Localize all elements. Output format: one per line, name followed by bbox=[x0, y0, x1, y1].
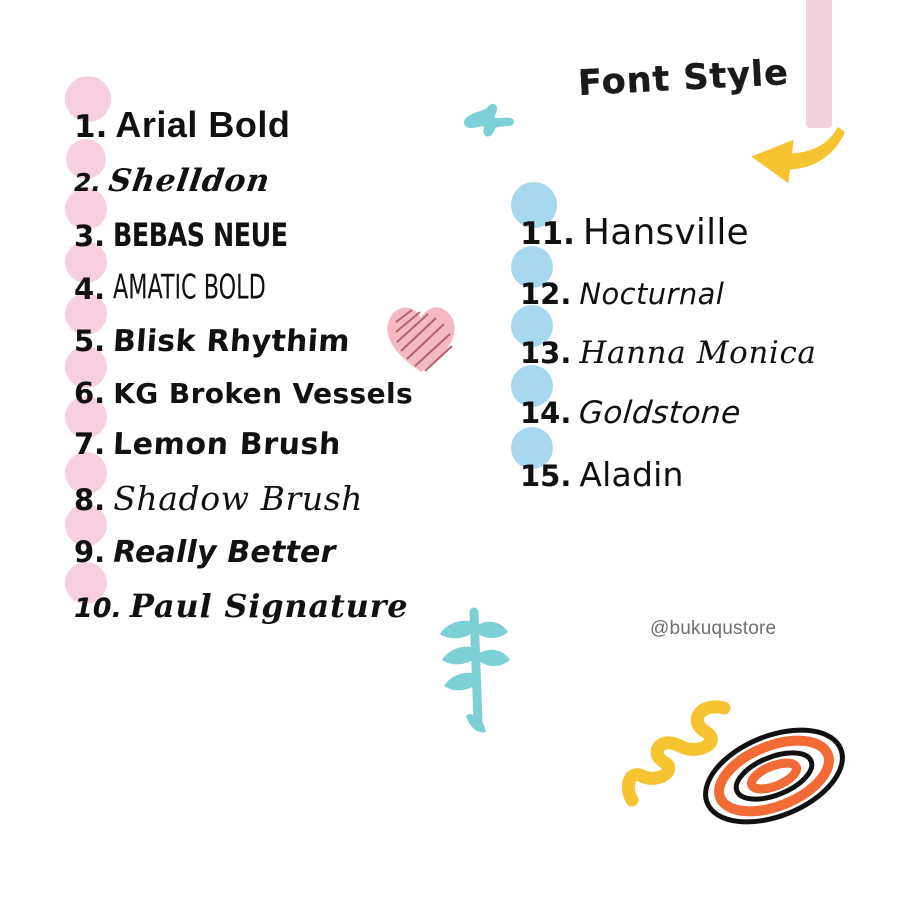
item-number: 5. bbox=[74, 324, 106, 358]
list-item bbox=[74, 163, 504, 199]
item-number-badge bbox=[520, 459, 579, 493]
orange-oval-icon bbox=[694, 716, 854, 836]
list-item bbox=[74, 104, 504, 146]
item-number-badge bbox=[74, 535, 113, 569]
item-number: 1. bbox=[74, 109, 108, 145]
item-number-badge bbox=[520, 336, 579, 370]
font-list-left bbox=[74, 104, 504, 642]
item-number-badge bbox=[74, 272, 113, 306]
item-number: 11. bbox=[520, 216, 575, 252]
item-number: 3. bbox=[74, 219, 106, 253]
font-name: Aladin bbox=[579, 455, 684, 494]
font-list-right bbox=[520, 212, 880, 518]
item-number-badge bbox=[74, 376, 113, 410]
font-name: AMATIC BOLD bbox=[113, 268, 266, 307]
pink-bar-decoration bbox=[806, 0, 832, 128]
list-item bbox=[74, 324, 504, 359]
list-item bbox=[520, 335, 880, 371]
page-title: Font Style bbox=[577, 53, 790, 104]
font-name: Really Better bbox=[113, 535, 336, 570]
item-number-badge bbox=[74, 109, 115, 145]
font-name: Shadow Brush bbox=[113, 479, 364, 518]
item-number-badge bbox=[520, 396, 579, 430]
item-number-badge bbox=[74, 427, 113, 461]
item-number: 7. bbox=[74, 427, 106, 461]
font-name: Hanna Monica bbox=[579, 335, 817, 371]
item-number-badge bbox=[74, 593, 130, 624]
item-number-badge bbox=[520, 277, 579, 311]
item-number: 2. bbox=[74, 168, 101, 197]
item-number: 12. bbox=[520, 277, 572, 311]
item-number: 6. bbox=[74, 376, 106, 410]
item-number-badge bbox=[74, 324, 113, 358]
font-name: Blisk Rhythim bbox=[111, 324, 352, 359]
font-name: Hansville bbox=[582, 212, 749, 253]
list-item bbox=[520, 212, 880, 253]
font-name: Lemon Brush bbox=[112, 427, 343, 462]
font-name: Paul Signature bbox=[129, 587, 409, 625]
list-item bbox=[520, 277, 880, 311]
item-number-badge bbox=[74, 483, 113, 517]
item-number: 8. bbox=[74, 483, 106, 517]
item-number-badge bbox=[520, 216, 583, 252]
list-item bbox=[74, 268, 504, 307]
font-name: Shelldon bbox=[106, 163, 273, 199]
item-number: 14. bbox=[520, 396, 572, 430]
font-name: KG Broken Vessels bbox=[113, 377, 414, 410]
list-item bbox=[520, 395, 880, 431]
item-number-badge bbox=[74, 168, 109, 197]
list-item bbox=[74, 479, 504, 518]
store-handle: @bukuqustore bbox=[650, 618, 777, 639]
list-item bbox=[74, 587, 504, 625]
item-number: 13. bbox=[520, 336, 572, 370]
item-number: 15. bbox=[520, 459, 572, 493]
item-number-badge bbox=[74, 219, 113, 253]
list-item bbox=[74, 535, 504, 570]
list-item bbox=[520, 455, 880, 494]
item-number: 10. bbox=[74, 593, 122, 624]
font-name: Arial Bold bbox=[115, 104, 291, 145]
list-item bbox=[74, 216, 504, 254]
item-number: 4. bbox=[74, 272, 106, 306]
font-name: Goldstone bbox=[577, 395, 743, 431]
list-item bbox=[74, 376, 504, 410]
yellow-arrow-icon bbox=[748, 118, 844, 190]
font-name: Nocturnal bbox=[579, 277, 725, 311]
item-number: 9. bbox=[74, 535, 106, 569]
font-name: BEBAS NEUE bbox=[113, 216, 288, 254]
list-item bbox=[74, 427, 504, 462]
